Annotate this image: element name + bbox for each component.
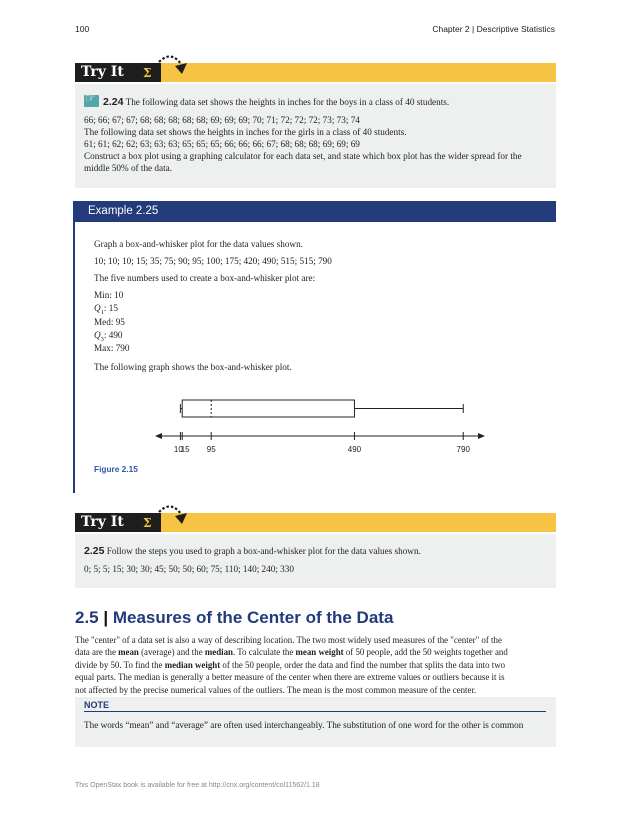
five-number-q1: $Q_1$: 15 xyxy=(94,303,118,316)
paragraph-text: equal parts. The median is generally a better measure of the center when there are extreme values or outliers because it is xyxy=(75,672,505,683)
section-heading: 2.5 | Measures of the Center of the Data xyxy=(75,608,394,627)
pointing-hand-icon xyxy=(84,95,99,107)
example-data: 10; 10; 10; 15; 35; 75; 90; 95; 100; 175; 420; 490; 515; 515; 790 xyxy=(94,256,332,266)
exercise-number: 2.25 xyxy=(84,545,105,557)
tick-label: 790 xyxy=(456,445,470,454)
dotted-arrow-icon xyxy=(155,52,191,80)
five-number-q3: $Q_3$: 490 xyxy=(94,330,123,343)
note-title: NOTE xyxy=(84,700,110,710)
example-title: Example 2.25 xyxy=(75,201,556,222)
exercise-225-heading xyxy=(84,545,421,557)
paragraph-text: of the 50 people, order the data and find the number that splits the data into two xyxy=(220,659,506,670)
figure-caption: Figure 2.15 xyxy=(94,464,138,474)
paragraph-text: . To calculate the xyxy=(232,647,296,658)
five-number-min: Min: 10 xyxy=(94,290,124,300)
paragraph-text: data are the xyxy=(75,647,119,658)
sigma-icon: Σ xyxy=(143,66,152,80)
bold-term: mean weight xyxy=(295,647,344,658)
iqr-box xyxy=(182,400,354,417)
tick-label: 95 xyxy=(206,445,216,454)
bold-term: median xyxy=(204,647,233,658)
example-side-rule xyxy=(73,201,75,493)
axis-arrow-left xyxy=(155,433,162,439)
exercise-number: 2.24 xyxy=(103,96,124,108)
tryit-label: Try It xyxy=(75,63,161,82)
bold-term: median weight xyxy=(164,659,221,670)
paragraph-text: of 50 people, add the 50 weights together and xyxy=(343,647,508,658)
tryit-box-225 xyxy=(75,534,556,588)
paragraph-line xyxy=(75,671,505,683)
tick-label: 10 xyxy=(173,445,183,454)
paragraph-text: not affected by the precise numerical values of the outliers. The mean is the most common measure of the center. xyxy=(75,684,477,695)
girls-data: 61; 61; 62; 62; 63; 63; 63; 65; 65; 65; 66; 66; 66; 67; 68; 68; 68; 69; 69; 69 xyxy=(84,139,360,149)
axis-arrow-right xyxy=(478,433,485,439)
box-whisker-plot xyxy=(140,390,500,460)
paragraph-text: divide by 50. To find the xyxy=(75,659,165,670)
page-number: 100 xyxy=(75,24,90,34)
instruction-line-1: Construct a box plot using a graphing calculator for each data set, and state which box plot has the wider spread for the xyxy=(84,151,522,161)
exercise-prompt: Follow the steps you used to graph a box-and-whisker plot for the data values shown. xyxy=(106,546,421,556)
paragraph-text: (average) and the xyxy=(138,647,205,658)
paragraph-line xyxy=(75,634,502,646)
paragraph-line xyxy=(75,659,505,671)
note-divider xyxy=(84,711,546,712)
paragraph-line xyxy=(75,646,508,658)
tick-label: 15 xyxy=(180,445,190,454)
dotted-arrow-icon xyxy=(155,502,191,530)
girls-intro: The following data set shows the heights in inches for the girls in a class of 40 students. xyxy=(84,127,407,137)
five-number-median: Med: 95 xyxy=(94,317,125,327)
tryit-label: Try It xyxy=(75,513,161,532)
exercise-224-heading xyxy=(84,95,449,108)
example-prompt: Graph a box-and-whisker plot for the data values shown. xyxy=(94,239,303,249)
footer-text: This OpenStax book is available for free at http://cnx.org/content/col11562/1.18 xyxy=(75,782,320,789)
running-header: Chapter 2 | Descriptive Statistics xyxy=(432,24,555,34)
instruction-line-2: middle 50% of the data. xyxy=(84,163,173,173)
graph-intro: The following graph shows the box-and-whisker plot. xyxy=(94,362,292,372)
five-number-intro: The five numbers used to create a box-and-whisker plot are: xyxy=(94,273,316,283)
sigma-icon: Σ xyxy=(143,516,152,530)
exercise-intro: The following data set shows the heights in inches for the boys in a class of 40 students. xyxy=(125,97,450,107)
five-number-max: Max: 790 xyxy=(94,343,130,353)
exercise-225-data: 0; 5; 5; 15; 30; 30; 45; 50; 50; 60; 75; 110; 140; 240; 330 xyxy=(84,564,294,574)
bold-term: mean xyxy=(118,647,139,658)
boys-data: 66; 66; 67; 67; 68; 68; 68; 68; 68; 69; 69; 69; 70; 71; 72; 72; 72; 73; 73; 74 xyxy=(84,115,360,125)
note-text: The words “mean” and “average” are often used interchangeably. The substitution of one word for the other is common xyxy=(84,720,524,730)
tick-label: 490 xyxy=(347,445,362,454)
paragraph-text: The "center" of a data set is also a way of describing location. The two most widely used measures of the "center" of the xyxy=(75,635,502,645)
paragraph-line xyxy=(75,684,476,696)
